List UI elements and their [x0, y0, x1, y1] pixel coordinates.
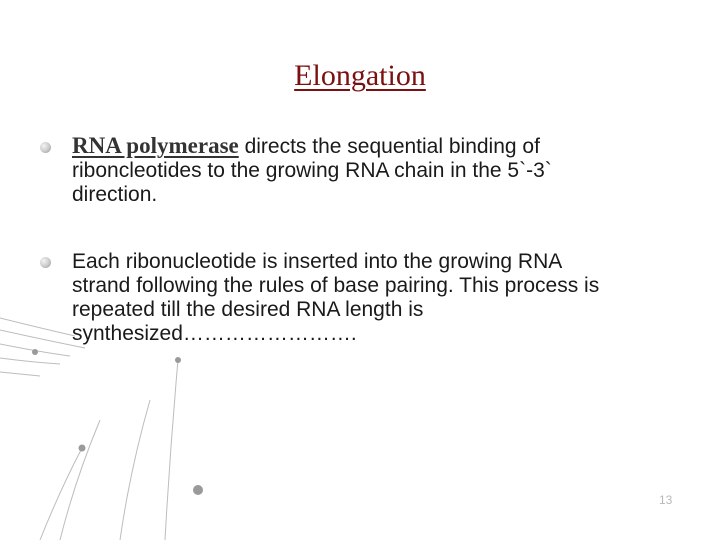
bullet-1-line-3: direction. — [72, 183, 158, 206]
bullet-2-line-1: Each ribonucleotide is inserted into the growing RNA — [72, 250, 563, 273]
bullet-1-line-1 — [72, 134, 692, 159]
bullet-2-line-3: repeated till the desired RNA length is — [72, 298, 424, 321]
bullet-2-line-2: strand following the rules of base pairing. This process is — [72, 274, 600, 297]
bullet-dot-icon — [40, 142, 51, 153]
bullet-1-line-1-rest: directs the sequential binding of — [238, 135, 540, 158]
slide-title — [0, 58, 720, 94]
bullet-1 — [72, 134, 692, 207]
bullet-dot-icon — [40, 257, 51, 268]
bullet-1-line-2: riboncleotides to the growing RNA chain in the 5`-3` — [72, 159, 552, 182]
slide-title-text: Elongation — [294, 59, 426, 92]
rna-polymerase-term: RNA polymerase — [72, 133, 239, 158]
bullet-2-line-4: synthesized……………………. — [72, 322, 357, 345]
slide-number: 13 — [659, 493, 673, 507]
bullet-2 — [72, 250, 692, 346]
